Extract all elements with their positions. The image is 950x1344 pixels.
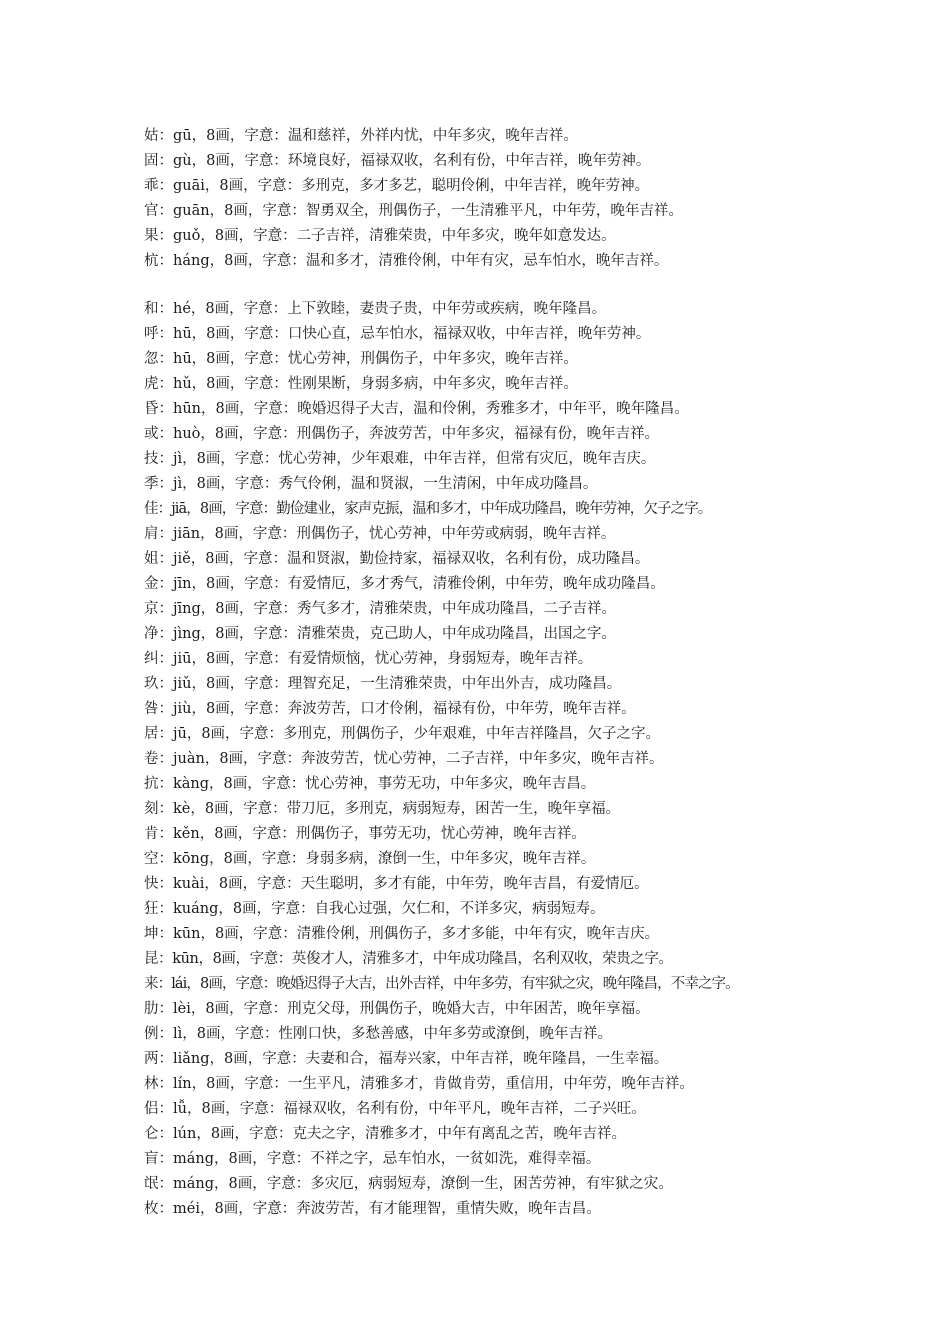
entry-hun: 昏：hūn，8画，字意：晚婚迟得子大吉，温和伶俐，秀雅多才，中年平，晚年隆昌。 — [144, 401, 689, 417]
entry-lei: 肋：lèi，8画，字意：刑克父母，刑偶伤子，晚婚大吉，中年困苦，晚年享福。 — [144, 1001, 650, 1017]
entry-jin: 金：jīn，8画，字意：有爱情厄，多才秀气，清雅伶俐，中年劳，晚年成功隆昌。 — [144, 576, 665, 592]
entry-hu-tiger: 虎：hǔ，8画，字意：性刚果断，身弱多病，中年多灾，晚年吉祥。 — [144, 376, 578, 392]
entry-jing-capital: 京：jīng，8画，字意：秀气多才，清雅荣贵，中年成功隆昌，二子吉祥。 — [144, 601, 616, 617]
entry-kun-brother: 昆：kūn，8画，字意：英俊才人，清雅多才，中年成功隆昌，名利双收，荣贵之字。 — [144, 951, 673, 967]
entry-liang: 两：liǎng，8画，字意：夫妻和合，福寿兴家，中年吉祥，晚年隆昌，一生幸福。 — [144, 1051, 669, 1067]
entry-jing-clean: 净：jìng，8画，字意：清雅荣贵，克己助人，中年成功隆昌，出国之字。 — [144, 626, 616, 642]
entry-ke: 刻：kè，8画，字意：带刀厄，多刑克，病弱短寿，困苦一生，晚年享福。 — [144, 801, 621, 817]
entry-li: 例：lì，8画，字意：性刚口快，多愁善感，中年多劳或潦倒，晚年吉祥。 — [144, 1026, 612, 1042]
entry-lv: 侣：lǚ，8画，字意：福禄双收，名利有份，中年平凡，晚年吉祥，二子兴旺。 — [144, 1101, 646, 1117]
entry-kang: 抗：kàng，8画，字意：忧心劳神，事劳无功，中年多灾，晚年吉昌。 — [144, 776, 596, 792]
entry-ken: 肯：kěn，8画，字意：刑偶伤子，事劳无功，忧心劳神，晚年吉祥。 — [144, 826, 586, 842]
entry-jiu-nine: 玖：jiǔ，8画，字意：理智充足，一生清雅荣贵，中年出外吉，成功隆昌。 — [144, 676, 622, 692]
entry-lai: 来：lái，8画，字意：晚婚迟得子大吉，出外吉祥，中年多劳，有牢狱之灾，晚年隆昌，不幸之字。 — [144, 976, 739, 992]
entry-jia: 佳：jiā，8画，字意：勤俭建业，家声克振，温和多才，中年成功隆昌，晚年劳神，欠子之字。 — [144, 501, 712, 517]
entry-lin: 林：lín，8画，字意：一生平凡，清雅多才，肯做肯劳，重信用，中年劳，晚年吉祥。 — [144, 1076, 694, 1092]
entry-he: 和：hé，8画，字意：上下敦睦，妻贵子贵，中年劳或疾病，晚年隆昌。 — [144, 301, 607, 317]
entry-guo: 果：guǒ，8画，字意：二子吉祥，清雅荣贵，中年多灾，晚年如意发达。 — [144, 228, 616, 244]
entry-jian: 肩：jiān，8画，字意：刑偶伤子，忧心劳神，中年劳或病弱，晚年吉祥。 — [144, 526, 616, 542]
entry-jiu-correct: 纠：jiū，8画，字意：有爱情烦恼，忧心劳神，身弱短寿，晚年吉祥。 — [144, 651, 593, 667]
entry-jiu-blame: 咎：jiù，8画，字意：奔波劳苦，口才伶俐，福禄有份，中年劳，晚年吉祥。 — [144, 701, 636, 717]
entry-hang: 杭：háng，8画，字意：温和多才，清雅伶俐，中年有灾，忌车怕水，晚年吉祥。 — [144, 253, 669, 269]
entry-juan: 卷：juàn，8画，字意：奔波劳苦，忧心劳神，二子吉祥，中年多灾，晚年吉祥。 — [144, 751, 664, 767]
entry-mang-blind: 盲：máng，8画，字意：不祥之字，忌车怕水，一贫如洗，难得幸福。 — [144, 1151, 601, 1167]
entry-jie: 姐：jiě，8画，字意：温和贤淑，勤俭持家，福禄双收，名利有份，成功隆昌。 — [144, 551, 650, 567]
entry-ji-season: 季：jì，8画，字意：秀气伶俐，温和贤淑，一生清闲，中年成功隆昌。 — [144, 476, 598, 492]
entry-hu-sudden: 忽：hū，8画，字意：忧心劳神，刑偶伤子，中年多灾，晚年吉祥。 — [144, 351, 578, 367]
entry-kuang: 狂：kuáng，8画，字意：自我心过强，欠仁和，不详多灾，病弱短寿。 — [144, 901, 605, 917]
entry-guan: 官：guān，8画，字意：智勇双全，刑偶伤子，一生清雅平凡，中年劳，晚年吉祥。 — [144, 203, 683, 219]
entry-kun-earth: 坤：kūn，8画，字意：清雅伶俐，刑偶伤子，多才多能，中年有灾，晚年吉庆。 — [144, 926, 660, 942]
entry-huo: 或：huò，8画，字意：刑偶伤子，奔波劳苦，中年多灾，福禄有份，晚年吉祥。 — [144, 426, 660, 442]
entry-guai: 乖：guāi，8画，字意：多刑克，多才多艺，聪明伶俐，中年吉祥，晚年劳神。 — [144, 178, 650, 194]
entry-gu-aunt: 姑：gū，8画，字意：温和慈祥，外祥内忧，中年多灾，晚年吉祥。 — [144, 128, 578, 144]
entry-kong: 空：kōng，8画，字意：身弱多病，潦倒一生，中年多灾，晚年吉祥。 — [144, 851, 596, 867]
entry-mei: 枚：méi，8画，字意：奔波劳苦，有才能理智，重情失败，晚年吉昌。 — [144, 1201, 601, 1217]
entry-mang-rogue: 氓：máng，8画，字意：多灾厄，病弱短寿，潦倒一生，困苦劳神，有牢狱之灾。 — [144, 1176, 673, 1192]
entry-lun: 仑：lún，8画，字意：克夫之字，清雅多才，中年有离乱之苦，晚年吉祥。 — [144, 1126, 627, 1142]
entry-ju: 居：jū，8画，字意：多刑克，刑偶伤子，少年艰难，中年吉祥隆昌，欠子之字。 — [144, 726, 661, 742]
entry-ji-skill: 技：jì，8画，字意：忧心劳神，少年艰难，中年吉祥，但常有灾厄，晚年吉庆。 — [144, 451, 656, 467]
entry-kuai: 快：kuài，8画，字意：天生聪明，多才有能，中年劳，晚年吉昌，有爱情厄。 — [144, 876, 649, 892]
entry-gu-solid: 固：gù，8画，字意：环境良好，福禄双收，名利有份，中年吉祥，晚年劳神。 — [144, 153, 651, 169]
entry-hu-call: 呼：hū，8画，字意：口快心直，忌车怕水，福禄双收，中年吉祥，晚年劳神。 — [144, 326, 651, 342]
character-meaning-list — [144, 124, 834, 1222]
